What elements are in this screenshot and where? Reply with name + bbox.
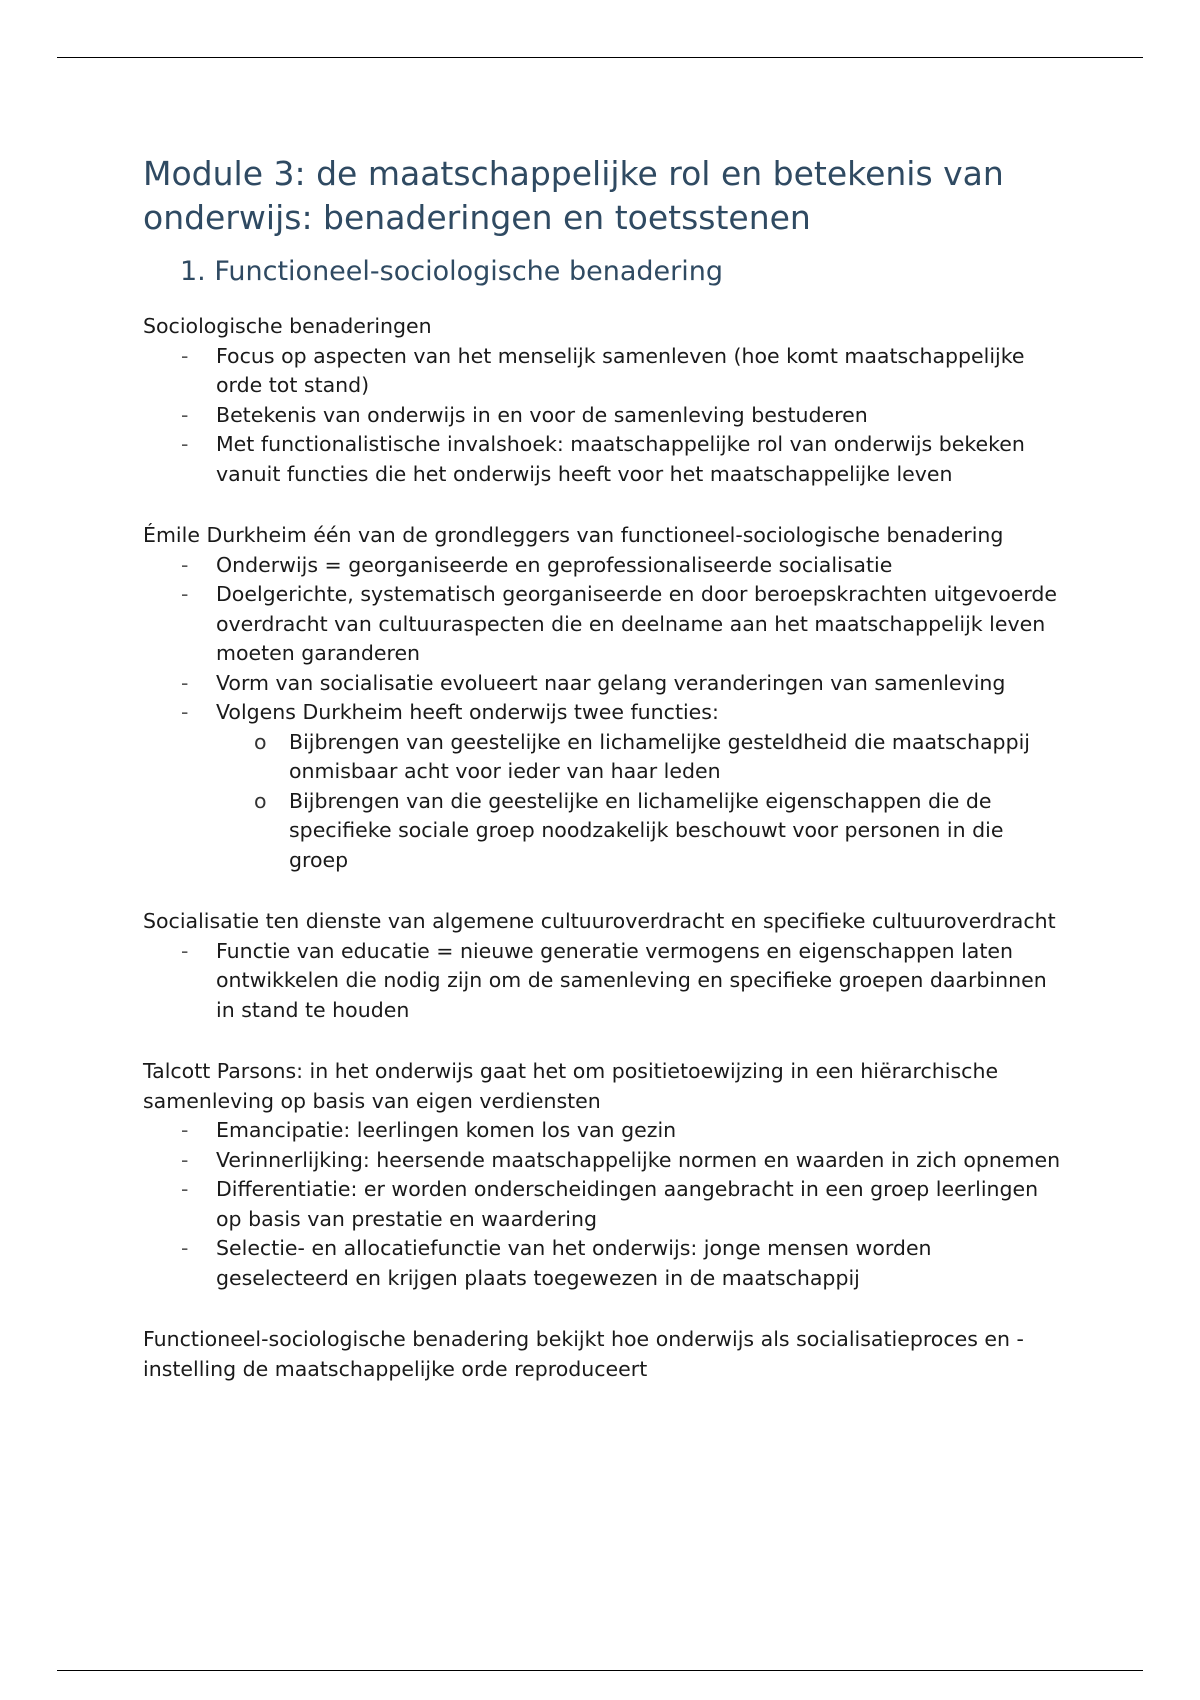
list-item [143,1116,1063,1146]
list-item [143,937,1063,1026]
bullet-list [143,937,1063,1026]
list-item-text: Selectie- en allocatiefunctie van het onderwijs: jonge mensen worden geselecteerd en krijgen plaats toegewezen in de maatschappij [216,1236,932,1290]
list-item-text: Onderwijs = georganiseerde en geprofessionaliseerde socialisatie [216,552,893,577]
circle-bullet-icon: o [254,729,267,754]
list-item [143,551,1063,581]
dash-bullet-icon: - [181,432,189,456]
dash-bullet-icon: - [181,1177,189,1201]
bullet-list [143,1116,1063,1293]
circle-bullet-icon: o [254,788,267,813]
list-item [143,580,1063,669]
list-item [143,669,1063,699]
bullet-list [143,342,1063,490]
list-item-text: Differentiatie: er worden onderscheidingen aangebracht in een groep leerlingen op basis van prestatie en waardering [216,1177,1039,1231]
closing-paragraph: Functioneel-sociologische benadering bekijkt hoe onderwijs als socialisatieproces en -instelling de maatschappelijke orde reproduceert [143,1327,1024,1381]
list-item [143,1146,1063,1176]
list-item [143,401,1063,431]
sub-list-item-text: Bijbrengen van die geestelijke en lichamelijke eigenschappen die de specifieke sociale groep noodzakelijk beschouwt voor personen in die groep [289,788,1004,872]
page-bottom-rule [57,1670,1143,1671]
sections-container [143,312,1063,1293]
list-item [143,1175,1063,1234]
dash-bullet-icon: - [181,700,189,724]
sub-bullet-list [216,728,1063,876]
dash-bullet-icon: - [181,938,189,963]
content-section [143,907,1063,1025]
list-item-text: Emancipatie: leerlingen komen los van gezin [216,1118,677,1142]
section-intro: Sociologische benaderingen [143,314,432,338]
list-item [143,342,1063,401]
content-section [143,1057,1063,1293]
list-item-text: Betekenis van onderwijs in en voor de samenleving bestuderen [216,402,868,427]
dash-bullet-icon: - [181,670,189,695]
content-section [143,521,1063,875]
dash-bullet-icon: - [181,343,189,368]
module-title: Module 3: de maatschappelijke rol en betekenis van onderwijs: benaderingen en toetsstenen [143,154,1004,237]
dash-bullet-icon: - [181,1118,189,1142]
sub-list-item [216,787,1063,876]
list-item-text: Volgens Durkheim heeft onderwijs twee functies: [216,700,719,724]
list-item-text: Met functionalistische invalshoek: maatschappelijke rol van onderwijs bekeken vanuit functies die het onderwijs heeft voor het maatschappelijke leven [216,432,1025,486]
list-item [143,1234,1063,1293]
sub-list-item-text: Bijbrengen van geestelijke en lichamelijke gesteldheid die maatschappij onmisbaar acht voor ieder van haar leden [289,729,1030,783]
content-section [143,312,1063,489]
dash-bullet-icon: - [181,552,189,577]
section-heading: 1. Functioneel-sociologische benadering [180,256,723,287]
section-intro: Émile Durkheim één van de grondleggers van functioneel-sociologische benadering [143,523,1004,547]
list-item-text: Verinnerlijking: heersende maatschappelijke normen en waarden in zich opnemen [216,1147,1061,1172]
list-item-text: Focus op aspecten van het menselijk samenleven (hoe komt maatschappelijke orde tot stand) [216,343,1025,397]
list-item-text: Vorm van socialisatie evolueert naar gelang veranderingen van samenleving [216,670,1006,695]
dash-bullet-icon: - [181,1147,189,1172]
list-item [143,430,1063,489]
list-item [143,698,1063,875]
list-item-text: Functie van educatie = nieuwe generatie vermogens en eigenschappen laten ontwikkelen die nodig zijn om de samenleving en specifieke groepen daarbinnen in stand te houden [216,938,1047,1022]
dash-bullet-icon: - [181,582,189,606]
document-body [143,152,1063,1384]
bullet-list [143,551,1063,876]
page-top-rule [57,57,1143,58]
sub-list-item [216,728,1063,787]
section-intro: Talcott Parsons: in het onderwijs gaat het om positietoewijzing in een hiërarchische samenleving op basis van eigen verdiensten [143,1059,999,1113]
section-intro: Socialisatie ten dienste van algemene cultuuroverdracht en specifieke cultuuroverdracht [143,909,1056,933]
dash-bullet-icon: - [181,1236,189,1260]
list-item-text: Doelgerichte, systematisch georganiseerde en door beroepskrachten uitgevoerde overdracht van cultuuraspecten die en deelname aan het maatschappelijk leven moeten garanderen [216,582,1058,665]
dash-bullet-icon: - [181,402,189,427]
